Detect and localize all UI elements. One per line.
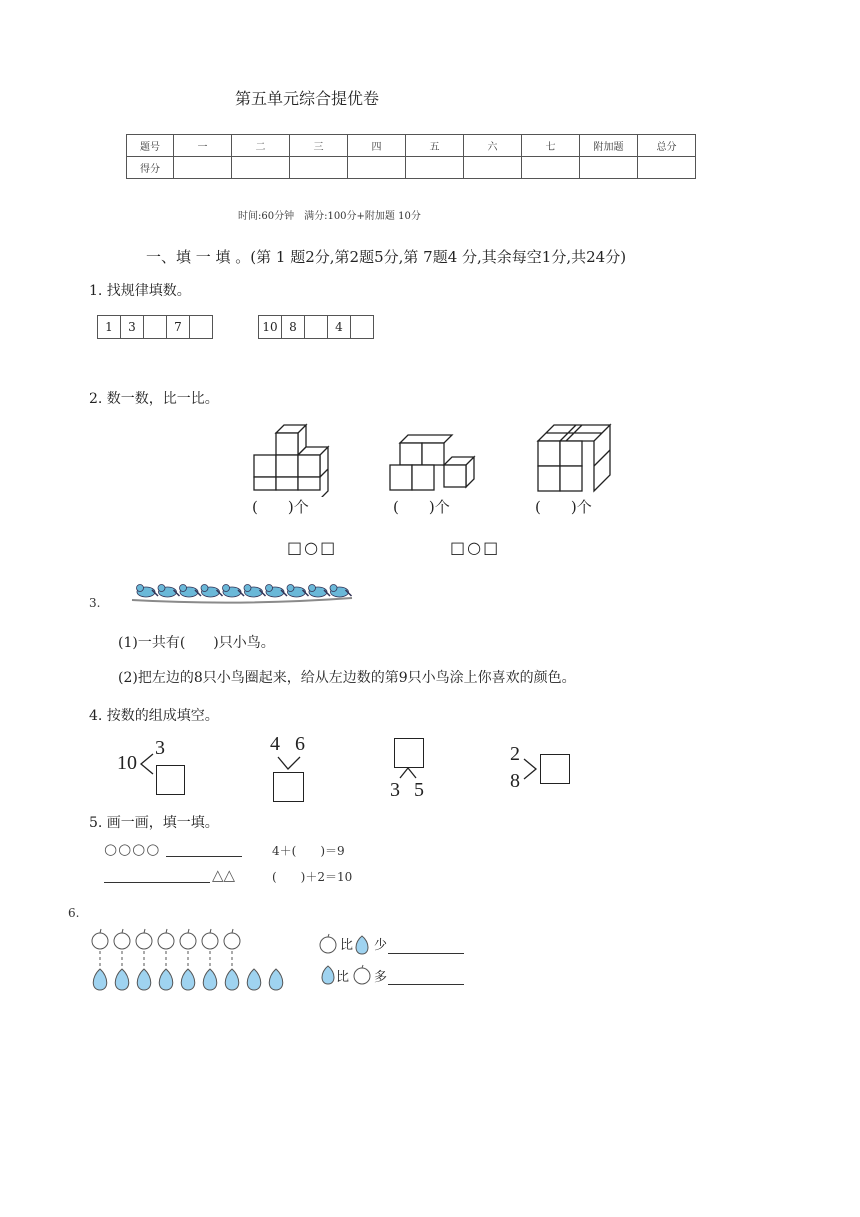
merge-right-icon (522, 757, 542, 781)
bird-icon (309, 585, 331, 598)
header-cell: 总分 (638, 135, 696, 157)
header-cell: 二 (232, 135, 290, 157)
header-cell: 七 (522, 135, 580, 157)
bird-icon (137, 585, 159, 598)
q4b-part2: 6 (295, 733, 305, 755)
header-cell: 附加题 (580, 135, 638, 157)
score-input-row (127, 157, 696, 179)
q4c-part2: 5 (414, 779, 424, 801)
q5-answer-line-2[interactable] (104, 866, 210, 883)
score-row-label: 得分 (127, 157, 174, 179)
split-icon (137, 750, 157, 780)
bird-icon (158, 585, 180, 598)
bird-icon (330, 585, 352, 598)
score-cell[interactable] (580, 157, 638, 179)
q6-bi-2: 比 (336, 970, 350, 985)
q4d-part2: 8 (510, 770, 520, 792)
seq-cell[interactable] (190, 316, 212, 338)
exam-meta: 时间:60分钟 满分:100分+附加题 10分 (238, 211, 421, 222)
q2-compare-1[interactable]: □○□ (287, 538, 338, 557)
apple-icon (224, 929, 240, 966)
seq-cell: 4 (328, 316, 351, 338)
q6-duo: 多 (374, 970, 388, 985)
q4b-answer-box[interactable] (273, 772, 304, 802)
header-cell: 六 (464, 135, 522, 157)
q6-answer-line-2[interactable] (388, 968, 464, 985)
q6-bi-1: 比 (340, 938, 354, 953)
q4d-part1: 2 (510, 743, 520, 765)
q4b-part1: 4 (270, 733, 280, 755)
apple-icon (114, 929, 130, 966)
q2-count-2[interactable]: ( )个 (393, 498, 450, 516)
q3-sub1: (1)一共有( )只小鸟。 (118, 635, 275, 651)
q3-sub2: (2)把左边的8只小鸟圈起来，给从左边数的第9只小鸟涂上你喜欢的颜色。 (118, 670, 576, 686)
header-cell: 五 (406, 135, 464, 157)
page-title: 第五单元综合提优卷 (235, 89, 380, 108)
birds-row (130, 578, 355, 608)
q2-count-3[interactable]: ( )个 (535, 498, 592, 516)
q4c-answer-box[interactable] (394, 738, 424, 768)
section-1-heading: 一、填 一 填 。(第 1 题2分,第2题5分,第 7题4 分,其余每空1分,共24分) (146, 248, 627, 266)
header-cell: 题号 (127, 135, 174, 157)
q3-label: 3. (89, 596, 101, 610)
pear-icon (159, 969, 173, 990)
pear-icon (115, 969, 129, 990)
header-cell: 三 (290, 135, 348, 157)
bird-icon (266, 585, 288, 598)
header-cell: 四 (348, 135, 406, 157)
score-cell[interactable] (406, 157, 464, 179)
pear-icon (181, 969, 195, 990)
seq-cell: 1 (98, 316, 121, 338)
q4d-answer-box[interactable] (540, 754, 570, 784)
pear-icon (225, 969, 239, 990)
q5-equation-2: ( )＋2＝10 (272, 870, 353, 884)
score-cell[interactable] (522, 157, 580, 179)
pear-icon (93, 969, 107, 990)
q5-equation-1: 4＋( )＝9 (272, 844, 345, 858)
bird-icon (223, 585, 245, 598)
q1-sequence-2 (258, 315, 374, 339)
apples-and-pears-figure (85, 926, 295, 994)
score-cell[interactable] (638, 157, 696, 179)
bird-icon (287, 585, 309, 598)
seq-cell: 3 (121, 316, 144, 338)
q6-shao: 少 (374, 938, 388, 953)
q5-circles: ○○○○ (104, 840, 161, 858)
q1-sequence-1 (97, 315, 213, 339)
seq-cell: 8 (282, 316, 305, 338)
pear-icon (203, 969, 217, 990)
q5-triangles: △△ (212, 866, 236, 884)
apple-icon (92, 929, 108, 966)
seq-cell: 10 (259, 316, 282, 338)
q2-count-1[interactable]: ( )个 (252, 498, 309, 516)
q4c-part1: 3 (390, 779, 400, 801)
apple-icon (202, 929, 218, 966)
score-cell[interactable] (174, 157, 232, 179)
pear-icon (269, 969, 283, 990)
score-cell[interactable] (232, 157, 290, 179)
q1-label: 1. 找规律填数。 (89, 283, 191, 299)
q4-label: 4. 按数的组成填空。 (89, 708, 219, 724)
q2-label: 2. 数一数，比一比。 (89, 391, 219, 407)
bird-icon (201, 585, 223, 598)
apple-icon (136, 929, 152, 966)
pear-icon (137, 969, 151, 990)
seq-cell[interactable] (144, 316, 167, 338)
seq-cell[interactable] (305, 316, 328, 338)
score-cell[interactable] (464, 157, 522, 179)
score-cell[interactable] (348, 157, 406, 179)
q4a-whole: 10 (117, 752, 137, 774)
score-table (126, 134, 696, 179)
q4a-answer-box[interactable] (156, 765, 185, 795)
q4a-part: 3 (155, 737, 165, 759)
bird-icon (244, 585, 266, 598)
q5-answer-line-1[interactable] (166, 840, 242, 857)
bird-icon (180, 585, 202, 598)
header-cell: 一 (174, 135, 232, 157)
q2-compare-2[interactable]: □○□ (450, 538, 501, 557)
pear-icon (247, 969, 261, 990)
q5-label: 5. 画一画，填一填。 (89, 815, 219, 831)
q6-label: 6. (68, 906, 80, 920)
seq-cell[interactable] (351, 316, 373, 338)
apple-icon (180, 929, 196, 966)
apple-icon (158, 929, 174, 966)
cube-stacks-figure (240, 415, 640, 497)
score-header-row (127, 135, 696, 157)
branch (132, 598, 352, 603)
q6-answer-line-1[interactable] (388, 937, 464, 954)
score-cell[interactable] (290, 157, 348, 179)
seq-cell: 7 (167, 316, 190, 338)
